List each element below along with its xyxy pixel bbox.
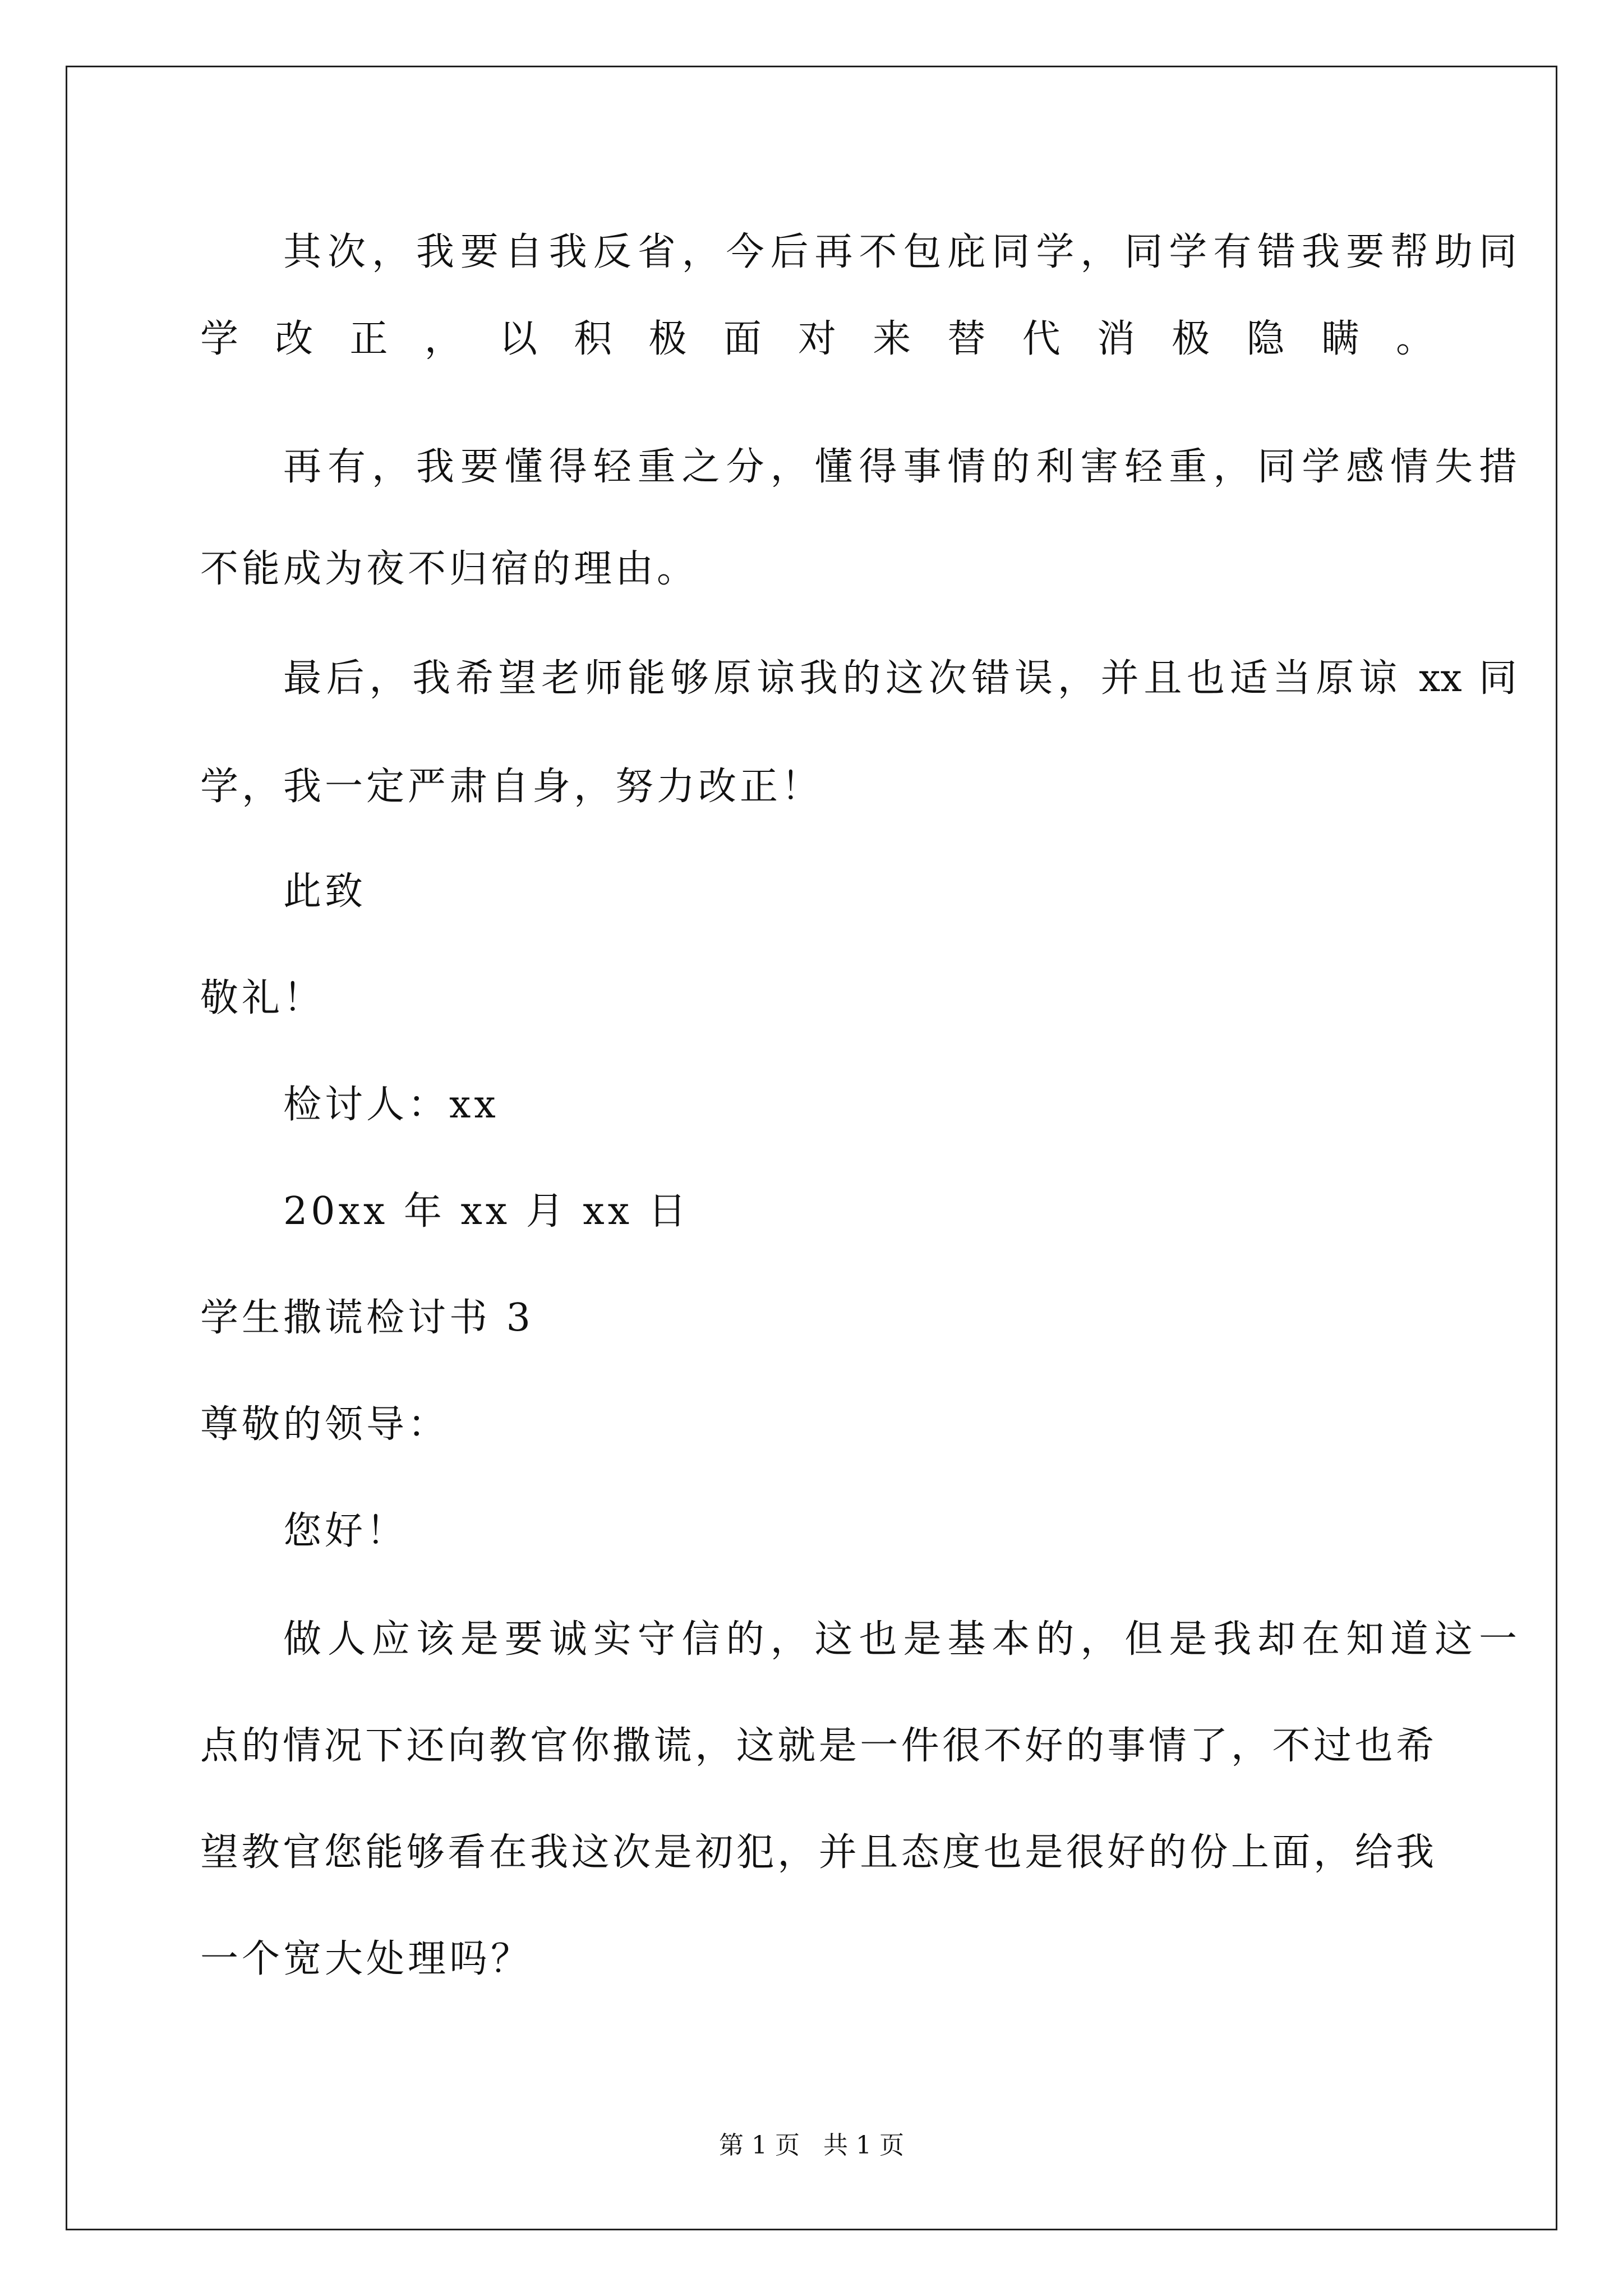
paragraph-line: 点的情况下还向教官你撒谎，这就是一件很不好的事情了，不过也希 [200, 1724, 1434, 1768]
paragraph-line: 一个宽大处理吗？ [200, 1937, 533, 1981]
closing-line: 此致 [283, 869, 367, 914]
date-line: 20xx 年 xx 月 xx 日 [283, 1189, 690, 1234]
greeting-line: 您好！ [283, 1509, 408, 1553]
paragraph-line: 不能成为夜不归宿的理由。 [200, 547, 699, 591]
paragraph-line: 其次，我要自我反省，今后再不包庇同学，同学有错我要帮助同 [283, 230, 1517, 274]
paragraph-line: 学，我一定严肃自身，努力改正！ [200, 765, 823, 809]
page-border [66, 66, 1557, 2230]
page-footer: 第 1 页 共 1 页 [719, 2131, 904, 2160]
paragraph-line: 望教官您能够看在我这次是初犯，并且态度也是很好的份上面，给我 [200, 1830, 1434, 1875]
signature-line: 检讨人：xx [283, 1083, 499, 1127]
paragraph-line: 做人应该是要诚实守信的，这也是基本的，但是我却在知道这一 [283, 1617, 1517, 1662]
paragraph-line: 再有，我要懂得轻重之分，懂得事情的利害轻重，同学感情失措 [283, 445, 1517, 489]
greeting-line: 尊敬的领导： [200, 1402, 450, 1447]
paragraph-line: 最后，我希望老师能够原谅我的这次错误，并且也适当原谅 xx 同 [283, 656, 1517, 701]
paragraph-line: 学改正，以积极面对来替代消极隐瞒。 [200, 317, 1434, 361]
section-title: 学生撒谎检讨书 3 [200, 1296, 534, 1340]
salutation-line: 敬礼！ [200, 976, 325, 1020]
